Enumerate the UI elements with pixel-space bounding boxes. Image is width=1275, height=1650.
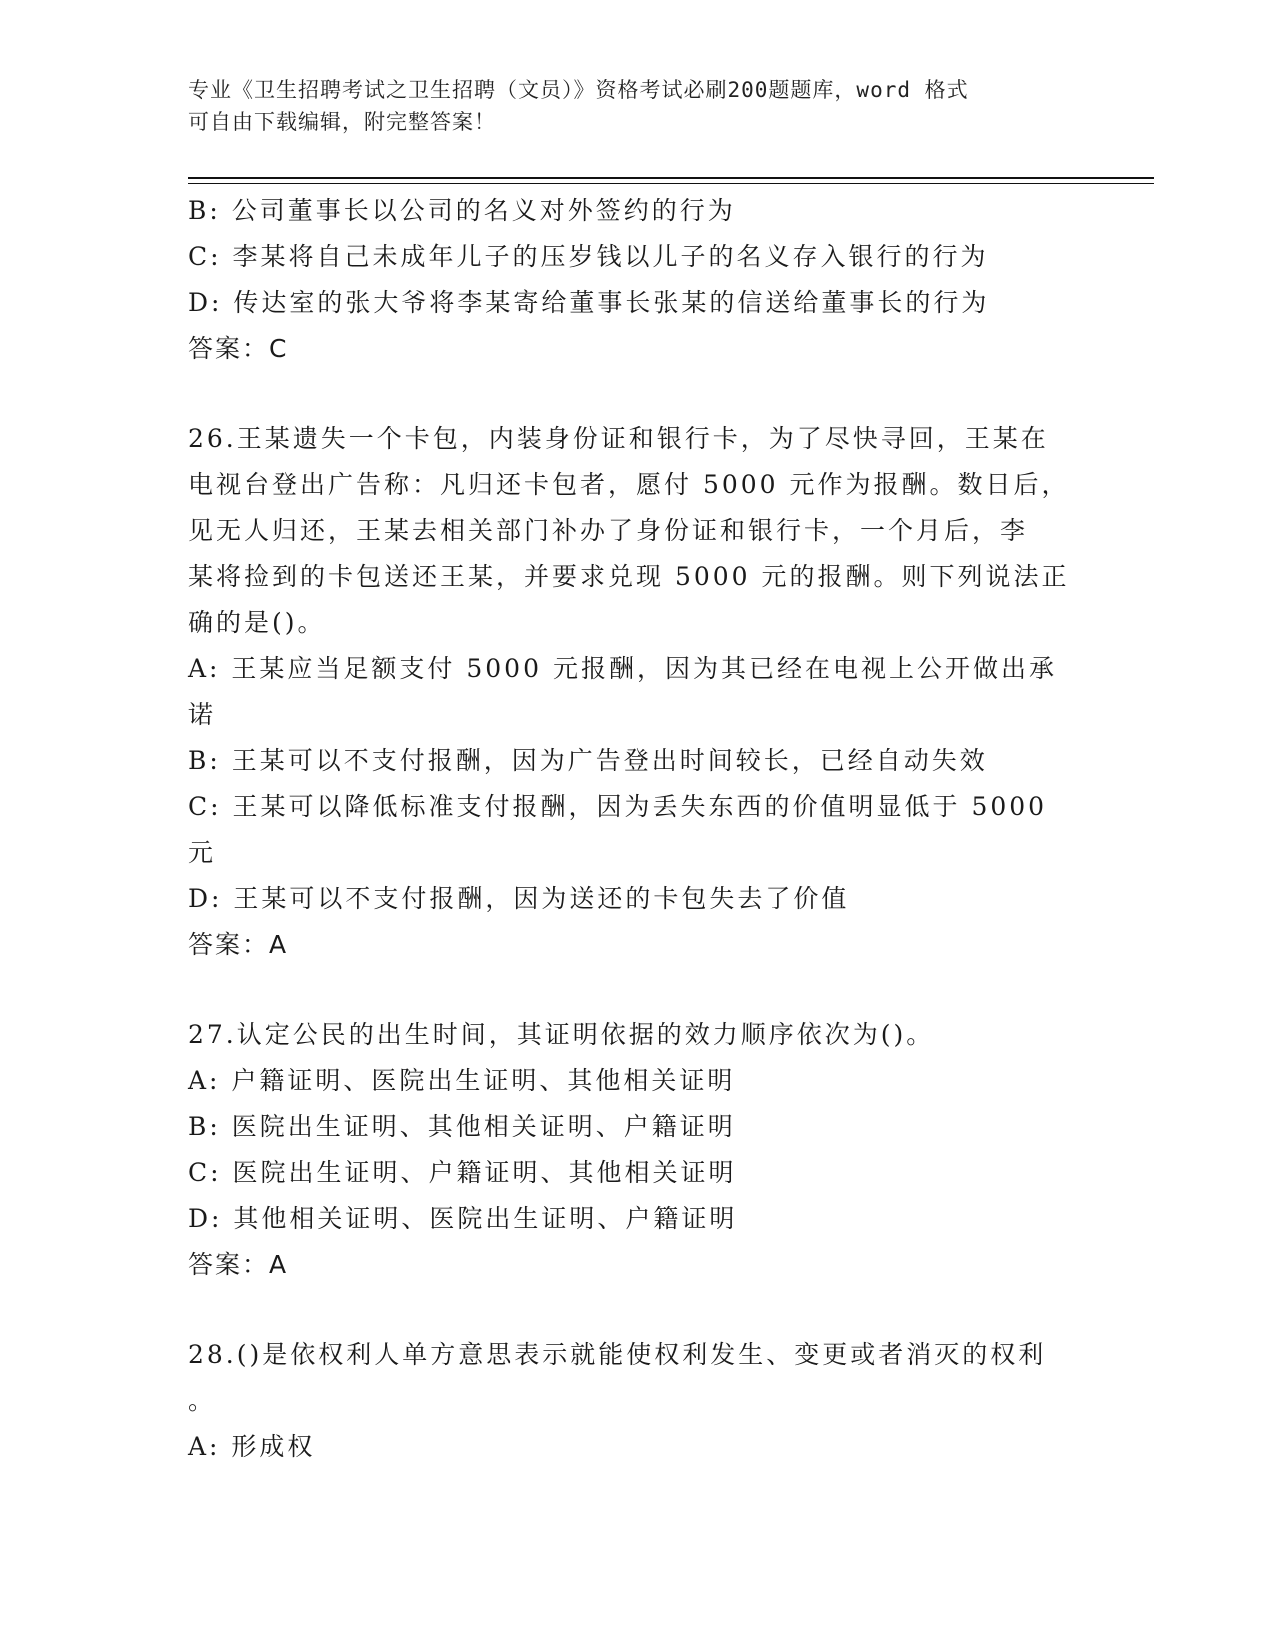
question-stem-line: 某将捡到的卡包送还王某，并要求兑现 5000 元的报酬。则下列说法正 [188,562,1070,591]
option-b: B: 王某可以不支付报酬，因为广告登出时间较长，已经自动失效 [188,746,988,775]
question-27 [188,1012,1088,1288]
document-header [188,74,1068,138]
header-rule-thick [188,177,1154,179]
question-list [188,188,1088,1470]
answer-line: 答案：A [188,930,289,959]
option-c-continued: 元 [188,838,217,867]
option-b: B: 公司董事长以公司的名义对外签约的行为 [188,196,736,225]
option-c: C: 李某将自己未成年儿子的压岁钱以儿子的名义存入银行的行为 [188,242,989,271]
option-a-continued: 诺 [188,700,217,729]
question-stem-line: 26.王某遗失一个卡包，内装身份证和银行卡，为了尽快寻回，王某在 [188,424,1049,453]
spacer [188,1288,1088,1332]
question-25 [188,188,1088,372]
option-a: A: 形成权 [188,1432,316,1461]
question-stem-line: 。 [188,1386,217,1415]
option-c: C: 王某可以降低标准支付报酬，因为丢失东西的价值明显低于 5000 [188,792,1048,821]
option-a: A: 户籍证明、医院出生证明、其他相关证明 [188,1066,736,1095]
question-stem-line: 27.认定公民的出生时间，其证明依据的效力顺序依次为()。 [188,1020,935,1049]
answer-line: 答案：C [188,334,289,363]
header-line-2: 可自由下载编辑，附完整答案！ [188,110,496,134]
question-stem-line: 见无人归还，王某去相关部门补办了身份证和银行卡，一个月后，李 [188,516,1029,545]
header-line-1: 专业《卫生招聘考试之卫生招聘（文员）》资格考试必刷200题题库，word 格式 [188,78,969,102]
spacer [188,968,1088,1012]
option-d: D: 王某可以不支付报酬，因为送还的卡包失去了价值 [188,884,850,913]
option-a: A: 王某应当足额支付 5000 元报酬，因为其已经在电视上公开做出承 [188,654,1057,683]
option-d: D: 其他相关证明、医院出生证明、户籍证明 [188,1204,738,1233]
question-26 [188,416,1088,968]
option-b: B: 医院出生证明、其他相关证明、户籍证明 [188,1112,736,1141]
question-stem-line: 电视台登出广告称：凡归还卡包者，愿付 5000 元作为报酬。数日后， [188,470,1070,499]
option-d: D: 传达室的张大爷将李某寄给董事长张某的信送给董事长的行为 [188,288,990,317]
header-rule-thin [188,183,1154,184]
option-c: C: 医院出生证明、户籍证明、其他相关证明 [188,1158,737,1187]
question-stem-line: 28.()是依权利人单方意思表示就能使权利发生、变更或者消灭的权利 [188,1340,1047,1369]
question-stem-line: 确的是()。 [188,608,326,637]
spacer [188,372,1088,416]
answer-line: 答案：A [188,1250,289,1279]
question-28 [188,1332,1088,1470]
